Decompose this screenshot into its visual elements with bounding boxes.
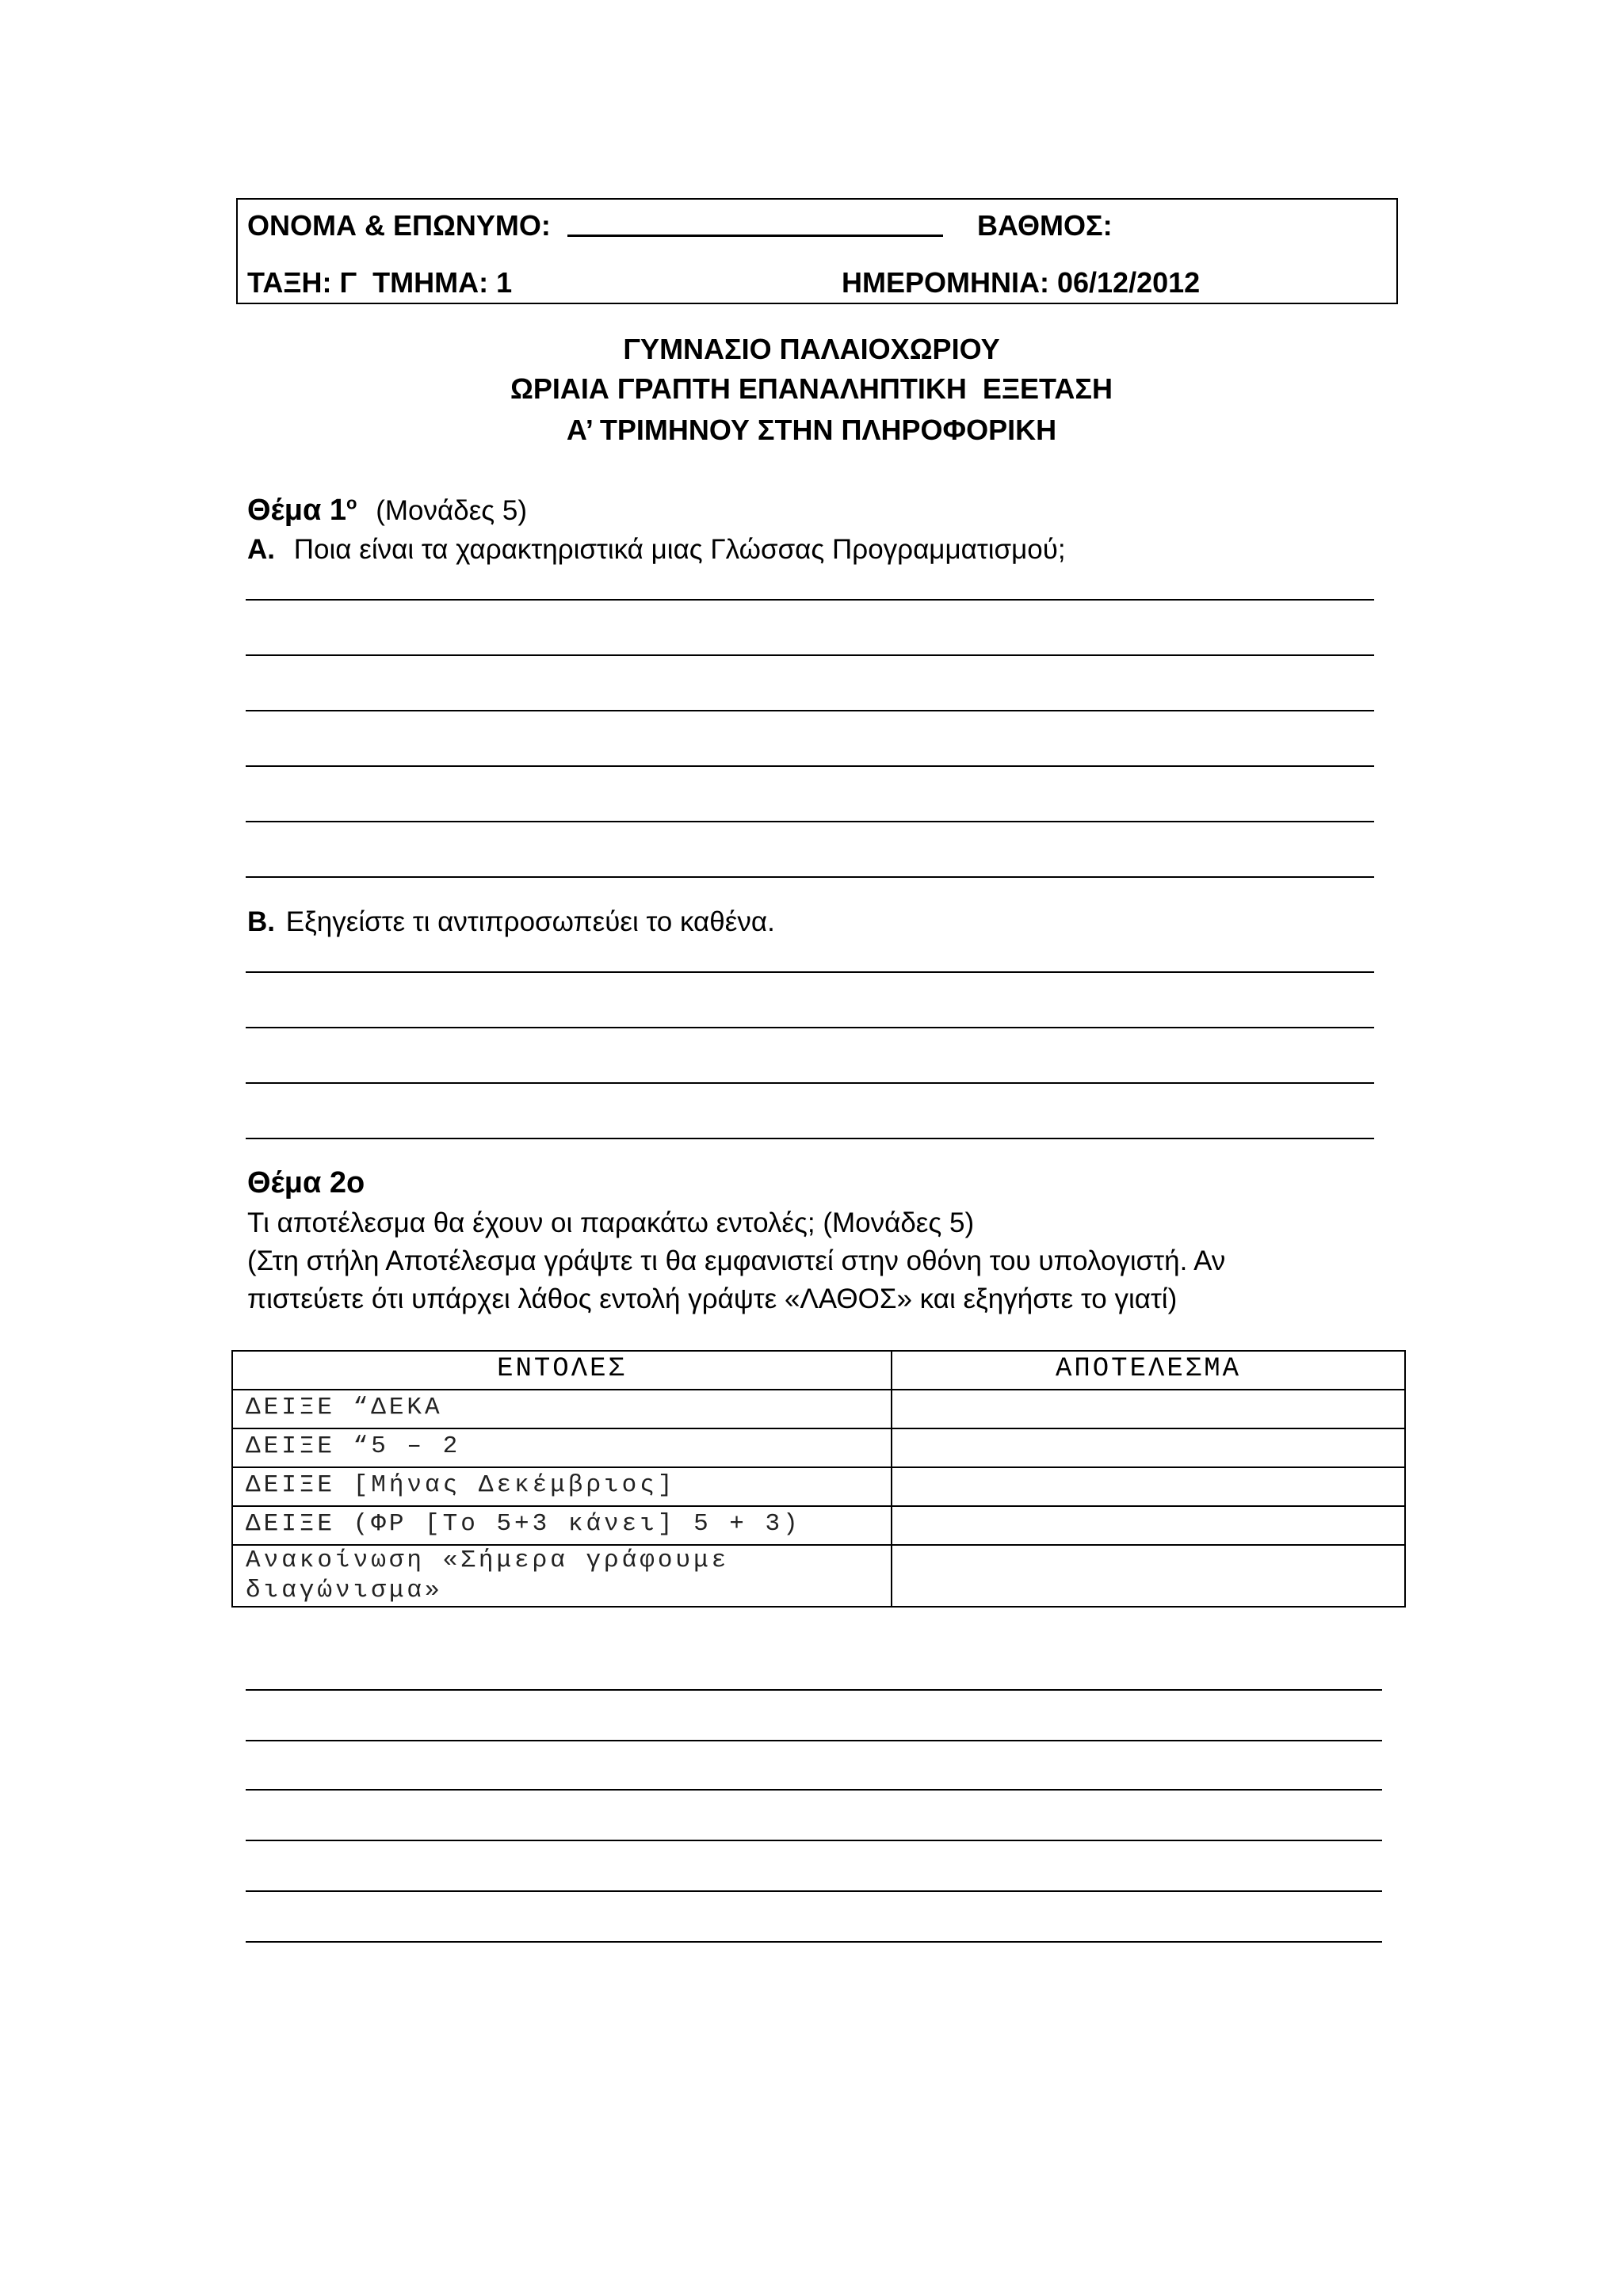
column-header-result: ΑΠΟΤΕΛΕΣΜΑ [892, 1351, 1405, 1390]
exam-title: ΩΡΙΑΙΑ ΓΡΑΠΤΗ ΕΠΑΝΑΛΗΠΤΙΚΗ ΕΞΕΤΑΣΗ [510, 372, 1113, 405]
question-b-label: Β. [247, 906, 275, 937]
table-header-row [232, 1351, 1405, 1390]
result-cell[interactable] [892, 1390, 1405, 1428]
grade-label: ΒΑΘΜΟΣ: [977, 209, 1113, 242]
name-label: ΟΝΟΜΑ & ΕΠΩΝΥΜΟ: [247, 209, 551, 242]
answer-line-c-1[interactable] [246, 1689, 1382, 1691]
answer-line-a-4[interactable] [246, 765, 1374, 767]
answer-line-c-5[interactable] [246, 1890, 1382, 1892]
question-a-label: Α. [247, 534, 275, 565]
question-b-row [247, 906, 775, 938]
answer-line-c-2[interactable] [246, 1740, 1382, 1741]
command-cell-line-1: Ανακοίνωση «Σήμερα γράφουμε [246, 1547, 730, 1574]
topic1-heading: Θέμα $1^o$ [247, 493, 357, 527]
answer-line-a-2[interactable] [246, 654, 1374, 656]
command-cell: ΔΕΙΞΕ “ΔΕΚΑ [232, 1390, 892, 1428]
topic2-instruction-3: πιστεύετε ότι υπάρχει λάθος εντολή γράψτε «ΛΑΘΟΣ» και εξηγήστε το γιατί) [247, 1283, 1178, 1314]
exam-subtitle: Α’ ΤΡΙΜΗΝΟΥ ΣΤΗΝ ΠΛΗΡΟΦΟΡΙΚΗ [566, 414, 1057, 446]
table-row [232, 1506, 1405, 1545]
topic2-instruction-2: (Στη στήλη Αποτέλεσμα γράψτε τι θα εμφανιστεί στην οθόνη του υπολογιστή. Αν [247, 1245, 1226, 1276]
answer-line-b-1[interactable] [246, 971, 1374, 973]
class-label: ΤΑΞΗ: Γ ΤΜΗΜΑ: 1 [247, 266, 513, 299]
answer-line-b-3[interactable] [246, 1082, 1374, 1084]
answer-line-c-6[interactable] [246, 1941, 1382, 1943]
table-row [232, 1428, 1405, 1467]
topic1-heading-row [247, 493, 527, 528]
table-row [232, 1545, 1405, 1607]
command-cell: ΔΕΙΞΕ (ΦΡ [Το 5+3 κάνει] 5 + 3) [232, 1506, 892, 1545]
command-cell: ΔΕΙΞΕ “5 – 2 [232, 1428, 892, 1467]
answer-line-a-3[interactable] [246, 710, 1374, 711]
school-name: ΓΥΜΝΑΣΙΟ ΠΑΛΑΙΟΧΩΡΙΟΥ [623, 333, 1000, 365]
table-row [232, 1467, 1405, 1506]
answer-line-c-3[interactable] [246, 1789, 1382, 1791]
command-cell-line-2: διαγώνισμα» [246, 1577, 443, 1604]
result-cell[interactable] [892, 1506, 1405, 1545]
command-cell [232, 1545, 892, 1607]
result-cell[interactable] [892, 1467, 1405, 1506]
result-cell[interactable] [892, 1428, 1405, 1467]
name-field-line[interactable] [567, 235, 943, 237]
answer-line-a-1[interactable] [246, 599, 1374, 601]
topic1-points: (Μονάδες 5) [376, 494, 528, 526]
topic2-heading: Θέμα 2ο [247, 1166, 365, 1199]
commands-table [231, 1350, 1406, 1608]
date-label: ΗΜΕΡΟΜΗΝΙΑ: 06/12/2012 [842, 266, 1201, 299]
answer-line-a-6[interactable] [246, 876, 1374, 878]
question-a-text: Ποια είναι τα χαρακτηριστικά μιας Γλώσσας Προγραμματισμού; [293, 534, 1066, 565]
question-a-row [247, 534, 1066, 566]
column-header-commands: ΕΝΤΟΛΕΣ [232, 1351, 892, 1390]
topic2-instruction-1: Τι αποτέλεσμα θα έχουν οι παρακάτω εντολές; (Μονάδες 5) [247, 1207, 975, 1238]
table-row [232, 1390, 1405, 1428]
command-cell: ΔΕΙΞΕ [Μήνας Δεκέμβριος] [232, 1467, 892, 1506]
question-b-text: Εξηγείστε τι αντιπροσωπεύει το καθένα. [285, 906, 775, 937]
answer-line-b-2[interactable] [246, 1027, 1374, 1028]
result-cell[interactable] [892, 1545, 1405, 1607]
answer-line-b-4[interactable] [246, 1138, 1374, 1139]
answer-line-c-4[interactable] [246, 1840, 1382, 1841]
answer-line-a-5[interactable] [246, 821, 1374, 822]
